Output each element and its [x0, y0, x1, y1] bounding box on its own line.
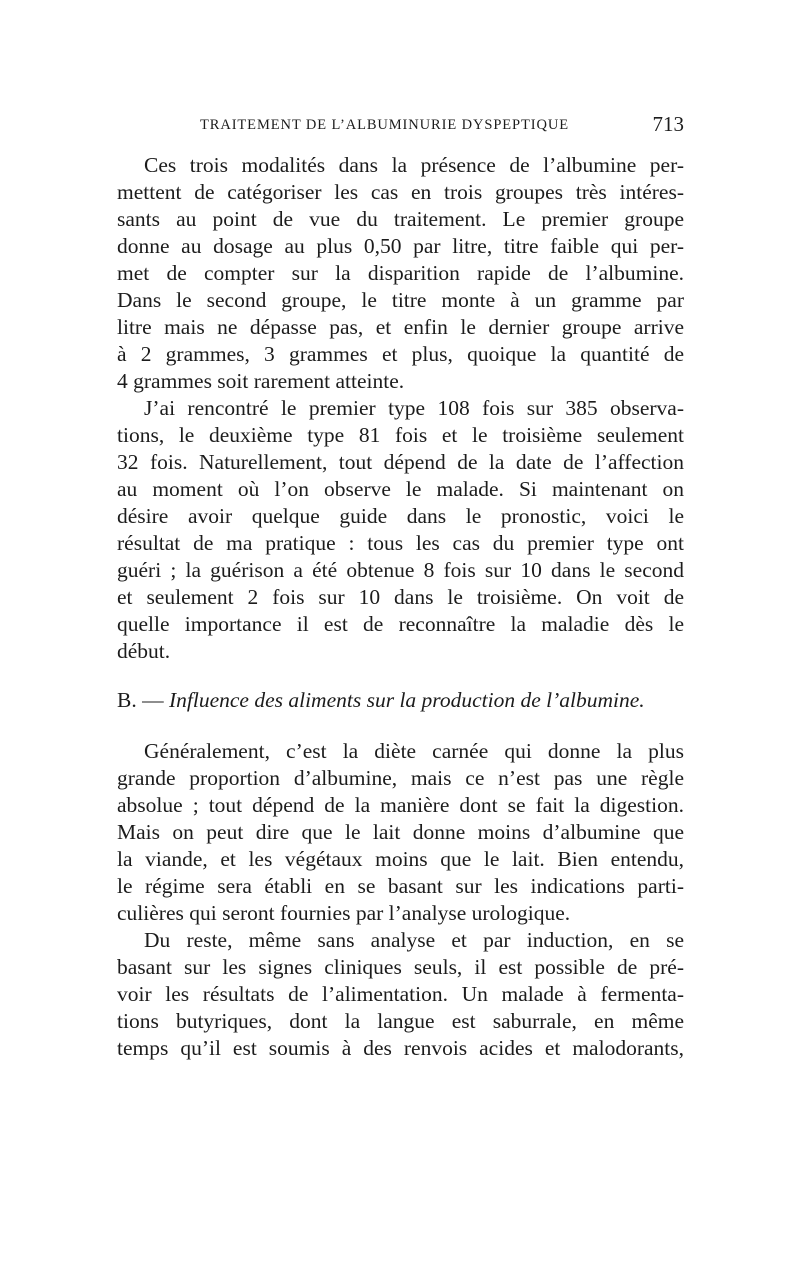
text-line: met de compter sur la disparition rapide de l’albumine.	[117, 261, 684, 285]
text-line: 32 fois. Naturellement, tout dépend de la date de l’affection	[117, 450, 684, 474]
page-number: 713	[652, 112, 684, 136]
paragraph	[117, 927, 684, 1062]
text-line: résultat de ma pratique : tous les cas du premier type ont	[117, 531, 684, 555]
text-line: désire avoir quelque guide dans le pronostic, voici le	[117, 504, 684, 528]
text-line: Mais on peut dire que le lait donne moins d’albumine que	[117, 820, 684, 844]
text-line: et seulement 2 fois sur 10 dans le troisième. On voit de	[117, 585, 684, 609]
section-heading	[117, 687, 684, 714]
text-line: culières qui seront fournies par l’analyse urologique.	[117, 901, 571, 925]
text-line: Dans le second groupe, le titre monte à un gramme par	[117, 288, 684, 312]
text-line: temps qu’il est soumis à des renvois acides et malodorants,	[117, 1036, 684, 1060]
text-line: à 2 grammes, 3 grammes et plus, quoique la quantité de	[117, 342, 684, 366]
text-line: Généralement, c’est la diète carnée qui donne la plus	[144, 739, 684, 763]
text-line: grande proportion d’albumine, mais ce n’est pas une règle	[117, 766, 684, 790]
text-line: tions butyriques, dont la langue est saburrale, en même	[117, 1009, 684, 1033]
section-title: Influence des aliments sur la production de l’albumine.	[168, 688, 645, 712]
text-line: donne au dosage au plus 0,50 par litre, titre faible qui per-	[117, 234, 684, 258]
text-line: au moment où l’on observe le malade. Si maintenant on	[117, 477, 684, 501]
text-line: quelle importance il est de reconnaître la maladie dès le	[117, 612, 684, 636]
text-line: sants au point de vue du traitement. Le premier groupe	[117, 207, 684, 231]
text-line: guéri ; la guérison a été obtenue 8 fois sur 10 dans le second	[117, 558, 684, 582]
text-line: J’ai rencontré le premier type 108 fois sur 385 observa-	[144, 396, 684, 420]
paragraph	[117, 152, 684, 395]
text-line: mettent de catégoriser les cas en trois groupes très intéres-	[117, 180, 684, 204]
text-line: tions, le deuxième type 81 fois et le troisième seulement	[117, 423, 684, 447]
section-label: B. —	[117, 688, 164, 712]
text-line: litre mais ne dépasse pas, et enfin le dernier groupe arrive	[117, 315, 684, 339]
text-line: Ces trois modalités dans la présence de l’albumine per-	[144, 153, 684, 177]
running-title: TRAITEMENT DE L’ALBUMINURIE DYSPEPTIQUE	[200, 117, 569, 133]
text-line: Du reste, même sans analyse et par induction, en se	[144, 928, 684, 952]
paragraph	[117, 738, 684, 927]
paragraph	[117, 395, 684, 665]
text-line: absolue ; tout dépend de la manière dont se fait la digestion.	[117, 793, 684, 817]
text-line: la viande, et les végétaux moins que le lait. Bien entendu,	[117, 847, 684, 871]
text-line: 4 grammes soit rarement atteinte.	[117, 369, 405, 393]
running-header	[117, 112, 684, 142]
book-page	[117, 112, 684, 1062]
text-line: début.	[117, 639, 171, 663]
text-line: basant sur les signes cliniques seuls, il est possible de pré-	[117, 955, 684, 979]
text-line: le régime sera établi en se basant sur les indications parti-	[117, 874, 684, 898]
text-line: voir les résultats de l’alimentation. Un malade à fermenta-	[117, 982, 684, 1006]
